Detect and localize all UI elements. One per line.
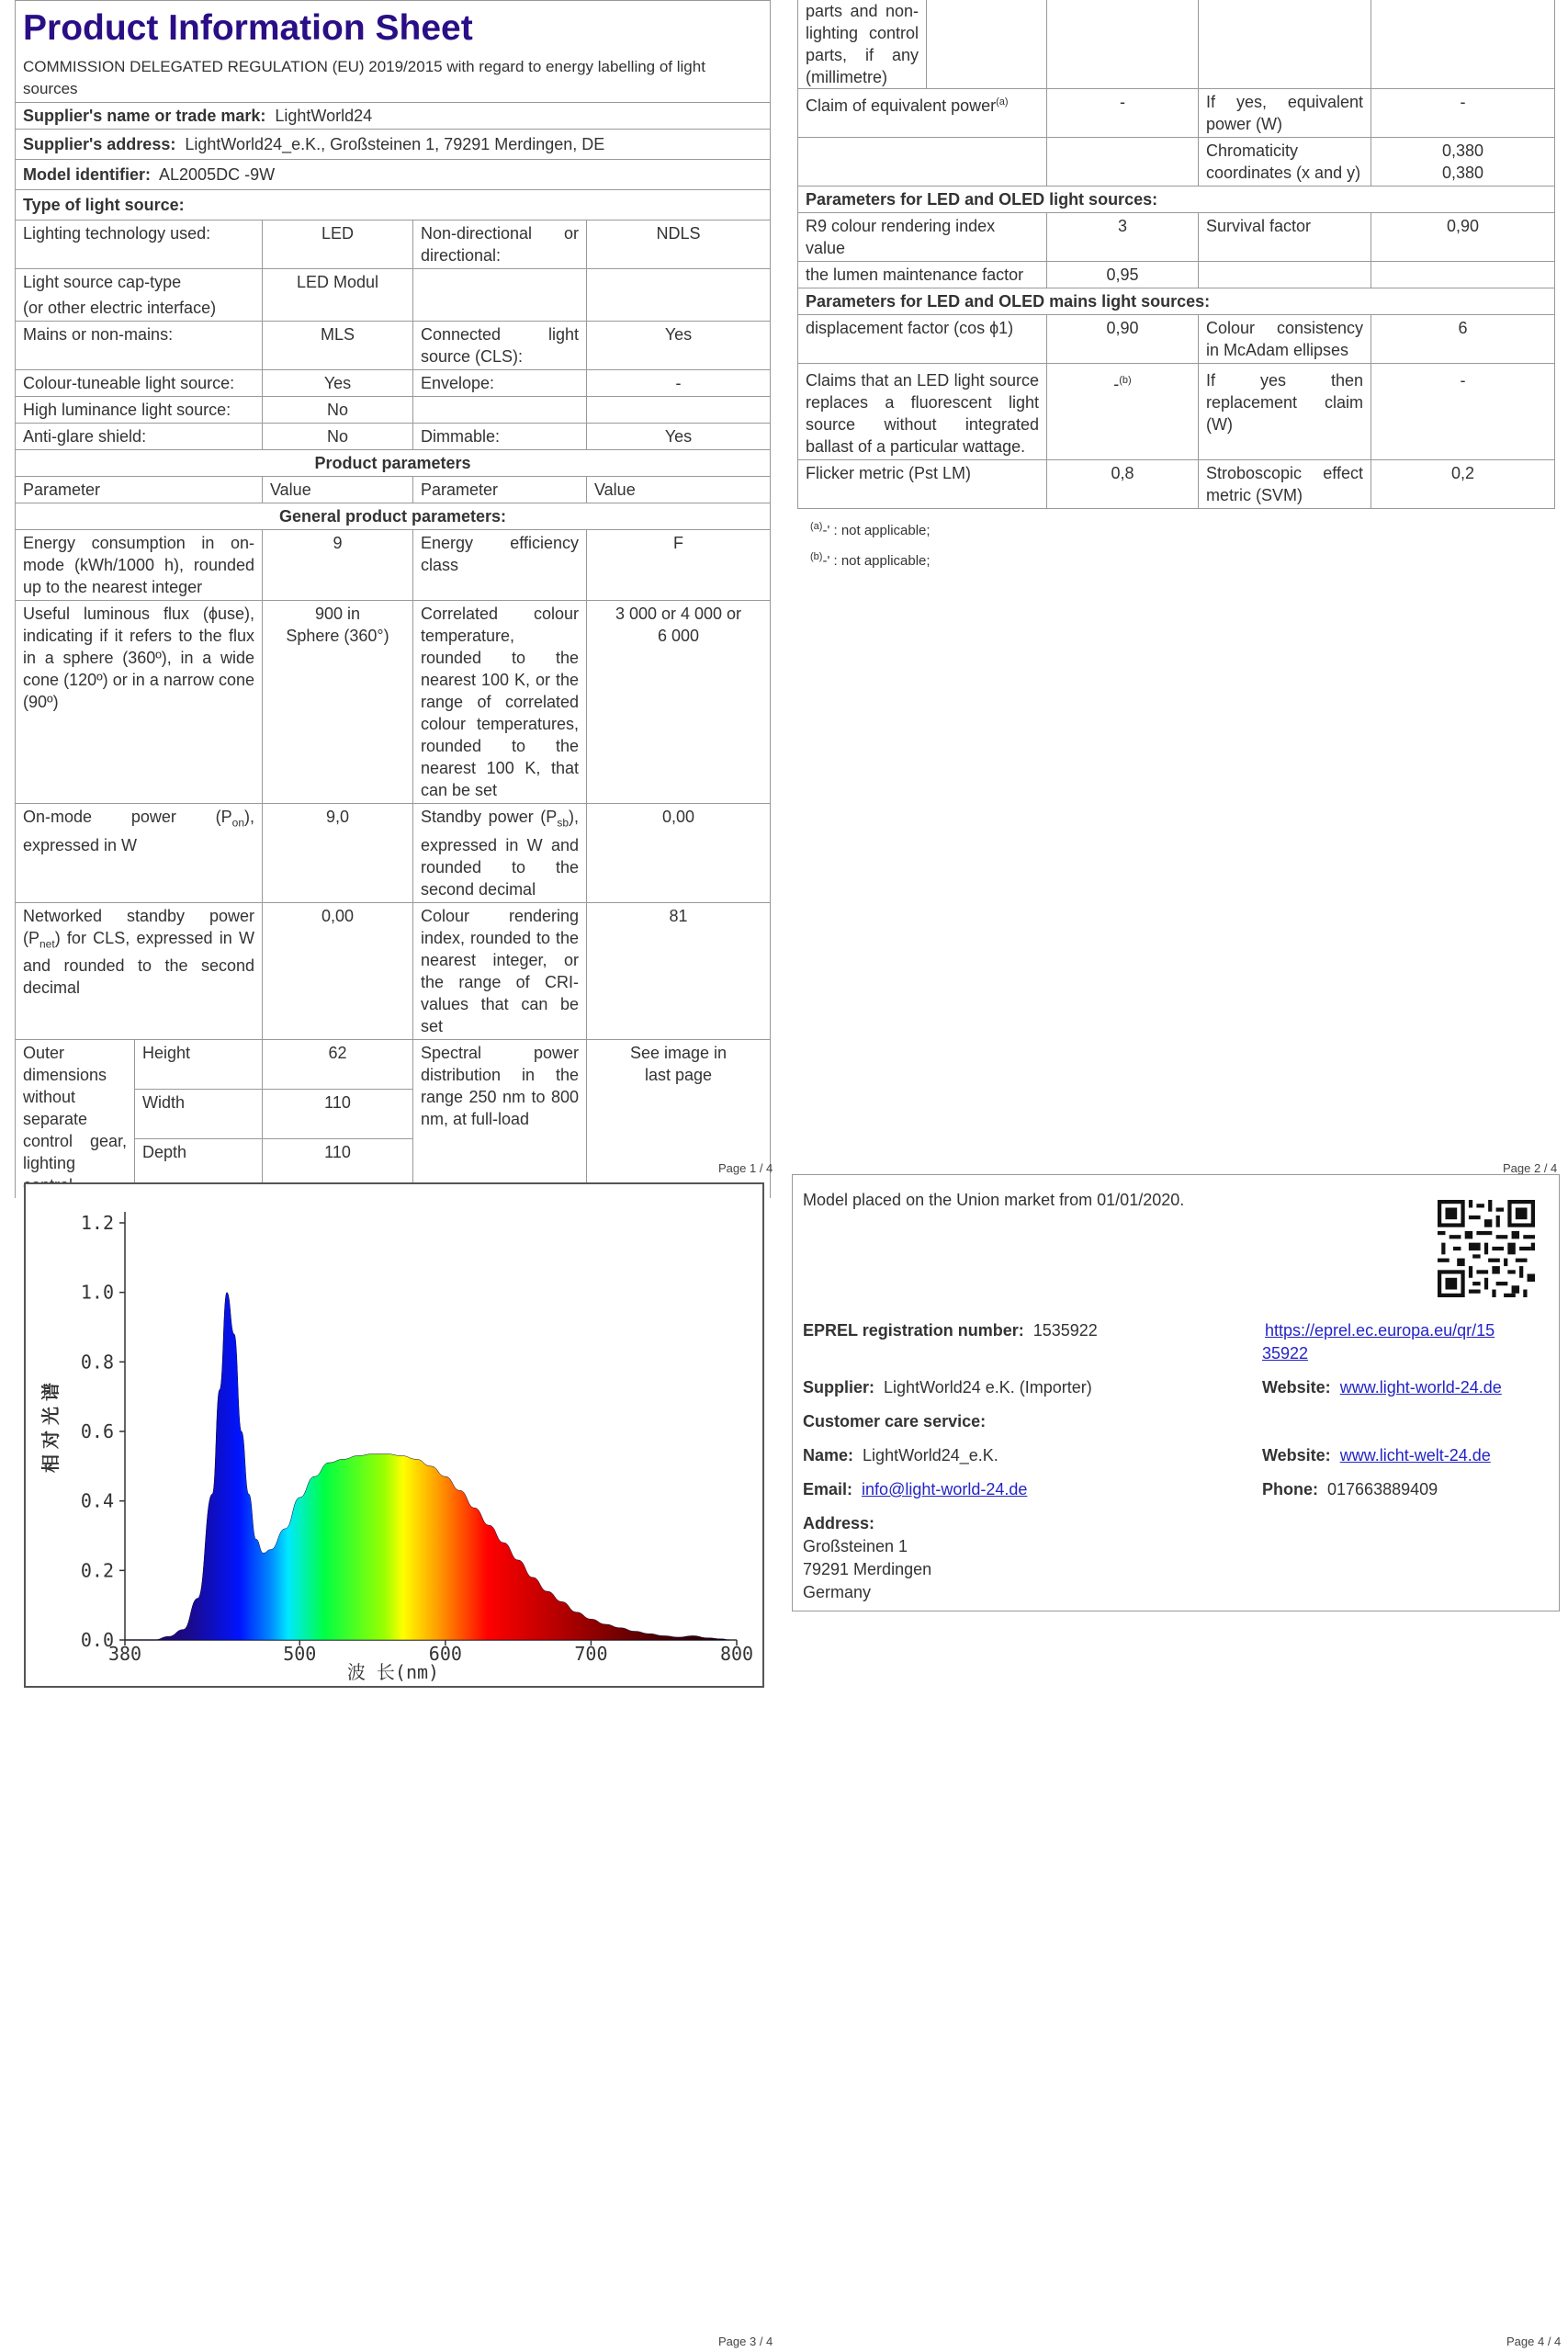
- page-1-number: Page 1 / 4: [718, 1161, 773, 1175]
- general-heading: General product parameters:: [16, 503, 771, 530]
- dim-value: Yes: [587, 424, 771, 450]
- consist-value: 6: [1371, 315, 1555, 364]
- page1-header-table: [15, 0, 771, 220]
- r9-label: R9 colour rendering index value: [798, 213, 1047, 262]
- hlum-label: High luminance light source:: [16, 397, 263, 424]
- flicker-label: Flicker metric (Pst LM): [798, 460, 1047, 509]
- hlum-value: No: [263, 397, 413, 424]
- strobo-label: Stroboscopic effect metric (SVM): [1199, 460, 1371, 509]
- website-link-1[interactable]: www.light-world-24.de: [1339, 1378, 1502, 1396]
- energy-label: Energy consumption in on-mode (kWh/1000 h), rounded up to the nearest integer: [16, 530, 263, 601]
- pnet-label: Networked standby power $(P_{net})$ for CLS, expressed in W and rounded to the second decimal: [16, 902, 263, 1039]
- width-label: Width: [135, 1089, 263, 1138]
- x-axis-label: 波 长(nm): [346, 1661, 440, 1683]
- product-params-heading: Product parameters: [16, 450, 771, 477]
- x-tick-label: 500: [283, 1643, 317, 1665]
- height-value: 62: [263, 1039, 413, 1089]
- mains-heading: Parameters for LED and OLED mains light sources:: [798, 288, 1555, 315]
- glare-label: Anti-glare shield:: [16, 424, 263, 450]
- y-tick-label: 0.6: [80, 1420, 114, 1442]
- survival-value: 0,90: [1371, 213, 1555, 262]
- model-value: AL2005DC -9W: [159, 165, 276, 184]
- page-4-box: [792, 1174, 1560, 1611]
- chroma-x: 0,380: [1441, 141, 1484, 160]
- page-title: Product Information Sheet: [23, 8, 473, 48]
- env-value: -: [587, 370, 771, 397]
- eprel-link-1[interactable]: https://eprel.ec.europa.eu/qr/15: [1265, 1321, 1495, 1340]
- spectrum-area: [125, 1293, 729, 1640]
- flux-value-2: Sphere (360°): [286, 627, 389, 645]
- website-label-1: Website:: [1262, 1378, 1331, 1396]
- flicker-value: 0,8: [1047, 460, 1199, 509]
- y-tick-label: 0.8: [80, 1351, 114, 1374]
- pon-value: 9,0: [263, 804, 413, 903]
- p4-supplier-value: LightWorld24 e.K. (Importer): [884, 1378, 1092, 1396]
- page2-table: [797, 0, 1555, 509]
- pnet-value: 0,00: [263, 902, 413, 1039]
- eprel-value: 1535922: [1032, 1321, 1098, 1340]
- dir-value: NDLS: [587, 220, 771, 269]
- address-value: LightWorld24_e.K., Großsteinen 1, 79291 Merdingen, DE: [185, 135, 605, 153]
- name-label: Name:: [803, 1446, 854, 1464]
- cct-label: Correlated colour temperature, rounded to the nearest 100 K, or the range of correlated colour temperatures, rounded to the nearest 100 K, that can be set: [413, 601, 587, 804]
- y-axis-label: 相对光谱: [39, 1377, 62, 1473]
- glare-value: No: [263, 424, 413, 450]
- address-line-2: 79291 Merdingen: [803, 1560, 932, 1578]
- address-line-3: Germany: [803, 1583, 872, 1601]
- supplier-label: Supplier's name or trade mark:: [23, 107, 266, 125]
- cont-label: parts and non-lighting control parts, if any (millimetre): [798, 0, 927, 89]
- disp-label: displacement factor (cos ϕ1): [798, 315, 1047, 364]
- dims-label: Outer dimensions without separate control gear, lighting: [16, 1039, 135, 1198]
- x-tick-label: 380: [107, 1643, 142, 1665]
- y-tick-label: 0.0: [80, 1629, 114, 1651]
- page1-dims-table: [15, 1039, 771, 1198]
- cct-value: 3 000 or 4 000 or 6 000: [587, 601, 771, 804]
- supplier-value: LightWorld24: [275, 107, 373, 125]
- tech-value: LED: [263, 220, 413, 269]
- width-value: 110: [263, 1089, 413, 1138]
- lumen-value: 0,95: [1047, 262, 1199, 288]
- psb-label: Standby power $(P_{sb})$, expressed in W and rounded to the second decimal: [413, 804, 587, 903]
- footnote-a: $^{(a)}$-' : not applicable;: [810, 521, 931, 538]
- page-1: [15, 0, 770, 1198]
- survival-label: Survival factor: [1199, 213, 1371, 262]
- footnote-b: $^{(b)}$-' : not applicable;: [810, 551, 931, 569]
- eprel-link-2[interactable]: 35922: [1262, 1344, 1309, 1363]
- mains-label: Mains or non-mains:: [16, 322, 263, 370]
- p4-supplier-label: Supplier:: [803, 1378, 875, 1396]
- col-parameter-2: Parameter: [413, 477, 587, 503]
- phone-label: Phone:: [1262, 1480, 1318, 1498]
- led-heading: Parameters for LED and OLED light sources:: [798, 187, 1555, 213]
- col-value-2: Value: [587, 477, 771, 503]
- psb-value: 0,00: [587, 804, 771, 903]
- col-value-1: Value: [263, 477, 413, 503]
- claim-label: Claim of equivalent power$^{(a)}$: [798, 89, 1047, 138]
- flux-value-1: 900 in: [314, 605, 361, 623]
- x-tick-label: 600: [428, 1643, 462, 1665]
- depth-value: 110: [263, 1138, 413, 1198]
- market-text: Model placed on the Union market from 01/01/2020.: [803, 1191, 1185, 1209]
- address-label: Supplier's address:: [23, 135, 176, 153]
- spectrum-chart-frame: [24, 1182, 764, 1688]
- type-heading: Type of light source:: [23, 196, 185, 214]
- spd-value: See image in last page: [587, 1039, 771, 1198]
- cls-value: Yes: [587, 322, 771, 370]
- email-link[interactable]: info@light-world-24.de: [862, 1480, 1028, 1498]
- depth-label: Depth: [135, 1138, 263, 1198]
- email-label: Email:: [803, 1480, 853, 1498]
- strobo-value: 0,2: [1371, 460, 1555, 509]
- y-tick-label: 1.2: [80, 1212, 114, 1234]
- website-label-2: Website:: [1262, 1446, 1331, 1464]
- cap-value: LED Modul: [263, 269, 413, 322]
- col-parameter-1: Parameter: [16, 477, 263, 503]
- model-label: Model identifier:: [23, 165, 151, 184]
- env-label: Envelope:: [413, 370, 587, 397]
- equiv-value: -: [1371, 89, 1555, 138]
- equiv-label: If yes, equivalent power (W): [1199, 89, 1371, 138]
- page-3-number: Page 3 / 4: [718, 2335, 773, 2348]
- x-tick-label: 700: [574, 1643, 608, 1665]
- consist-label: Colour consistency in McAdam ellipses: [1199, 315, 1371, 364]
- flux-label: Useful luminous flux (ϕuse), indicating if it refers to the flux in a sphere (360º), in a wide cone (120º) or in a narrow cone (90º): [16, 601, 263, 804]
- spectrum-chart: [26, 1184, 762, 1686]
- page-2: [797, 0, 1554, 575]
- disp-value: 0,90: [1047, 315, 1199, 364]
- y-tick-label: 0.4: [80, 1489, 114, 1512]
- mains-value: MLS: [263, 322, 413, 370]
- cap-label-1: Light source cap-type: [23, 273, 182, 291]
- dim-label: Dimmable:: [413, 424, 587, 450]
- x-tick-label: 800: [719, 1643, 754, 1665]
- y-tick-label: 0.2: [80, 1559, 114, 1582]
- energy-value: 9: [263, 530, 413, 601]
- tune-label: Colour-tuneable light source:: [16, 370, 263, 397]
- care-label: Customer care service:: [803, 1412, 987, 1430]
- cri-value: 81: [587, 902, 771, 1039]
- name-value: LightWorld24_e.K.: [863, 1446, 998, 1464]
- dir-label: Non-directional or directional:: [413, 220, 587, 269]
- eclass-label: Energy efficiency class: [413, 530, 587, 601]
- height-label: Height: [135, 1039, 263, 1089]
- website-link-2[interactable]: www.licht-welt-24.de: [1339, 1446, 1491, 1464]
- page-4-number: Page 4 / 4: [1506, 2335, 1562, 2348]
- tune-value: Yes: [263, 370, 413, 397]
- cap-label-2: (or other electric interface): [23, 299, 217, 317]
- lumen-label: the lumen maintenance factor: [798, 262, 1047, 288]
- eclass-value: F: [587, 530, 771, 601]
- page-2-number: Page 2 / 4: [1503, 1161, 1558, 1175]
- cls-label: Connected light source (CLS):: [413, 322, 587, 370]
- qr-code-icon: [1438, 1200, 1535, 1297]
- chroma-y: 0,380: [1441, 164, 1484, 182]
- claim-value: -: [1047, 89, 1199, 138]
- pon-label: On-mode power $(P_{on})$, expressed in W: [16, 804, 263, 903]
- tech-label: Lighting technology used:: [16, 220, 263, 269]
- spd-label: Spectral power distribution in the range 250 nm to 800 nm, at full-load: [413, 1039, 587, 1198]
- y-tick-label: 1.0: [80, 1281, 114, 1304]
- address-line-1: Großsteinen 1: [803, 1537, 908, 1555]
- replace-label: If yes then replacement claim (W): [1199, 364, 1371, 460]
- replace-value: -: [1371, 364, 1555, 460]
- r9-value: 3: [1047, 213, 1199, 262]
- cri-label: Colour rendering index, rounded to the nearest integer, or the range of CRI-values that can be set: [413, 902, 587, 1039]
- phone-value: 017663889409: [1327, 1480, 1438, 1498]
- claims-value: -$^{(b)}$: [1047, 364, 1199, 460]
- chroma-label: Chromaticity coordinates (x and y): [1199, 138, 1371, 187]
- page1-type-table: [15, 220, 771, 1040]
- regulation-text: COMMISSION DELEGATED REGULATION (EU) 2019/2015 with regard to energy labelling of light sources: [23, 58, 705, 97]
- p4-address-label: Address:: [803, 1514, 875, 1532]
- claims-label: Claims that an LED light source replaces a fluorescent light source without integrated ballast of a particular wattage.: [798, 364, 1047, 460]
- eprel-label: EPREL registration number:: [803, 1321, 1024, 1340]
